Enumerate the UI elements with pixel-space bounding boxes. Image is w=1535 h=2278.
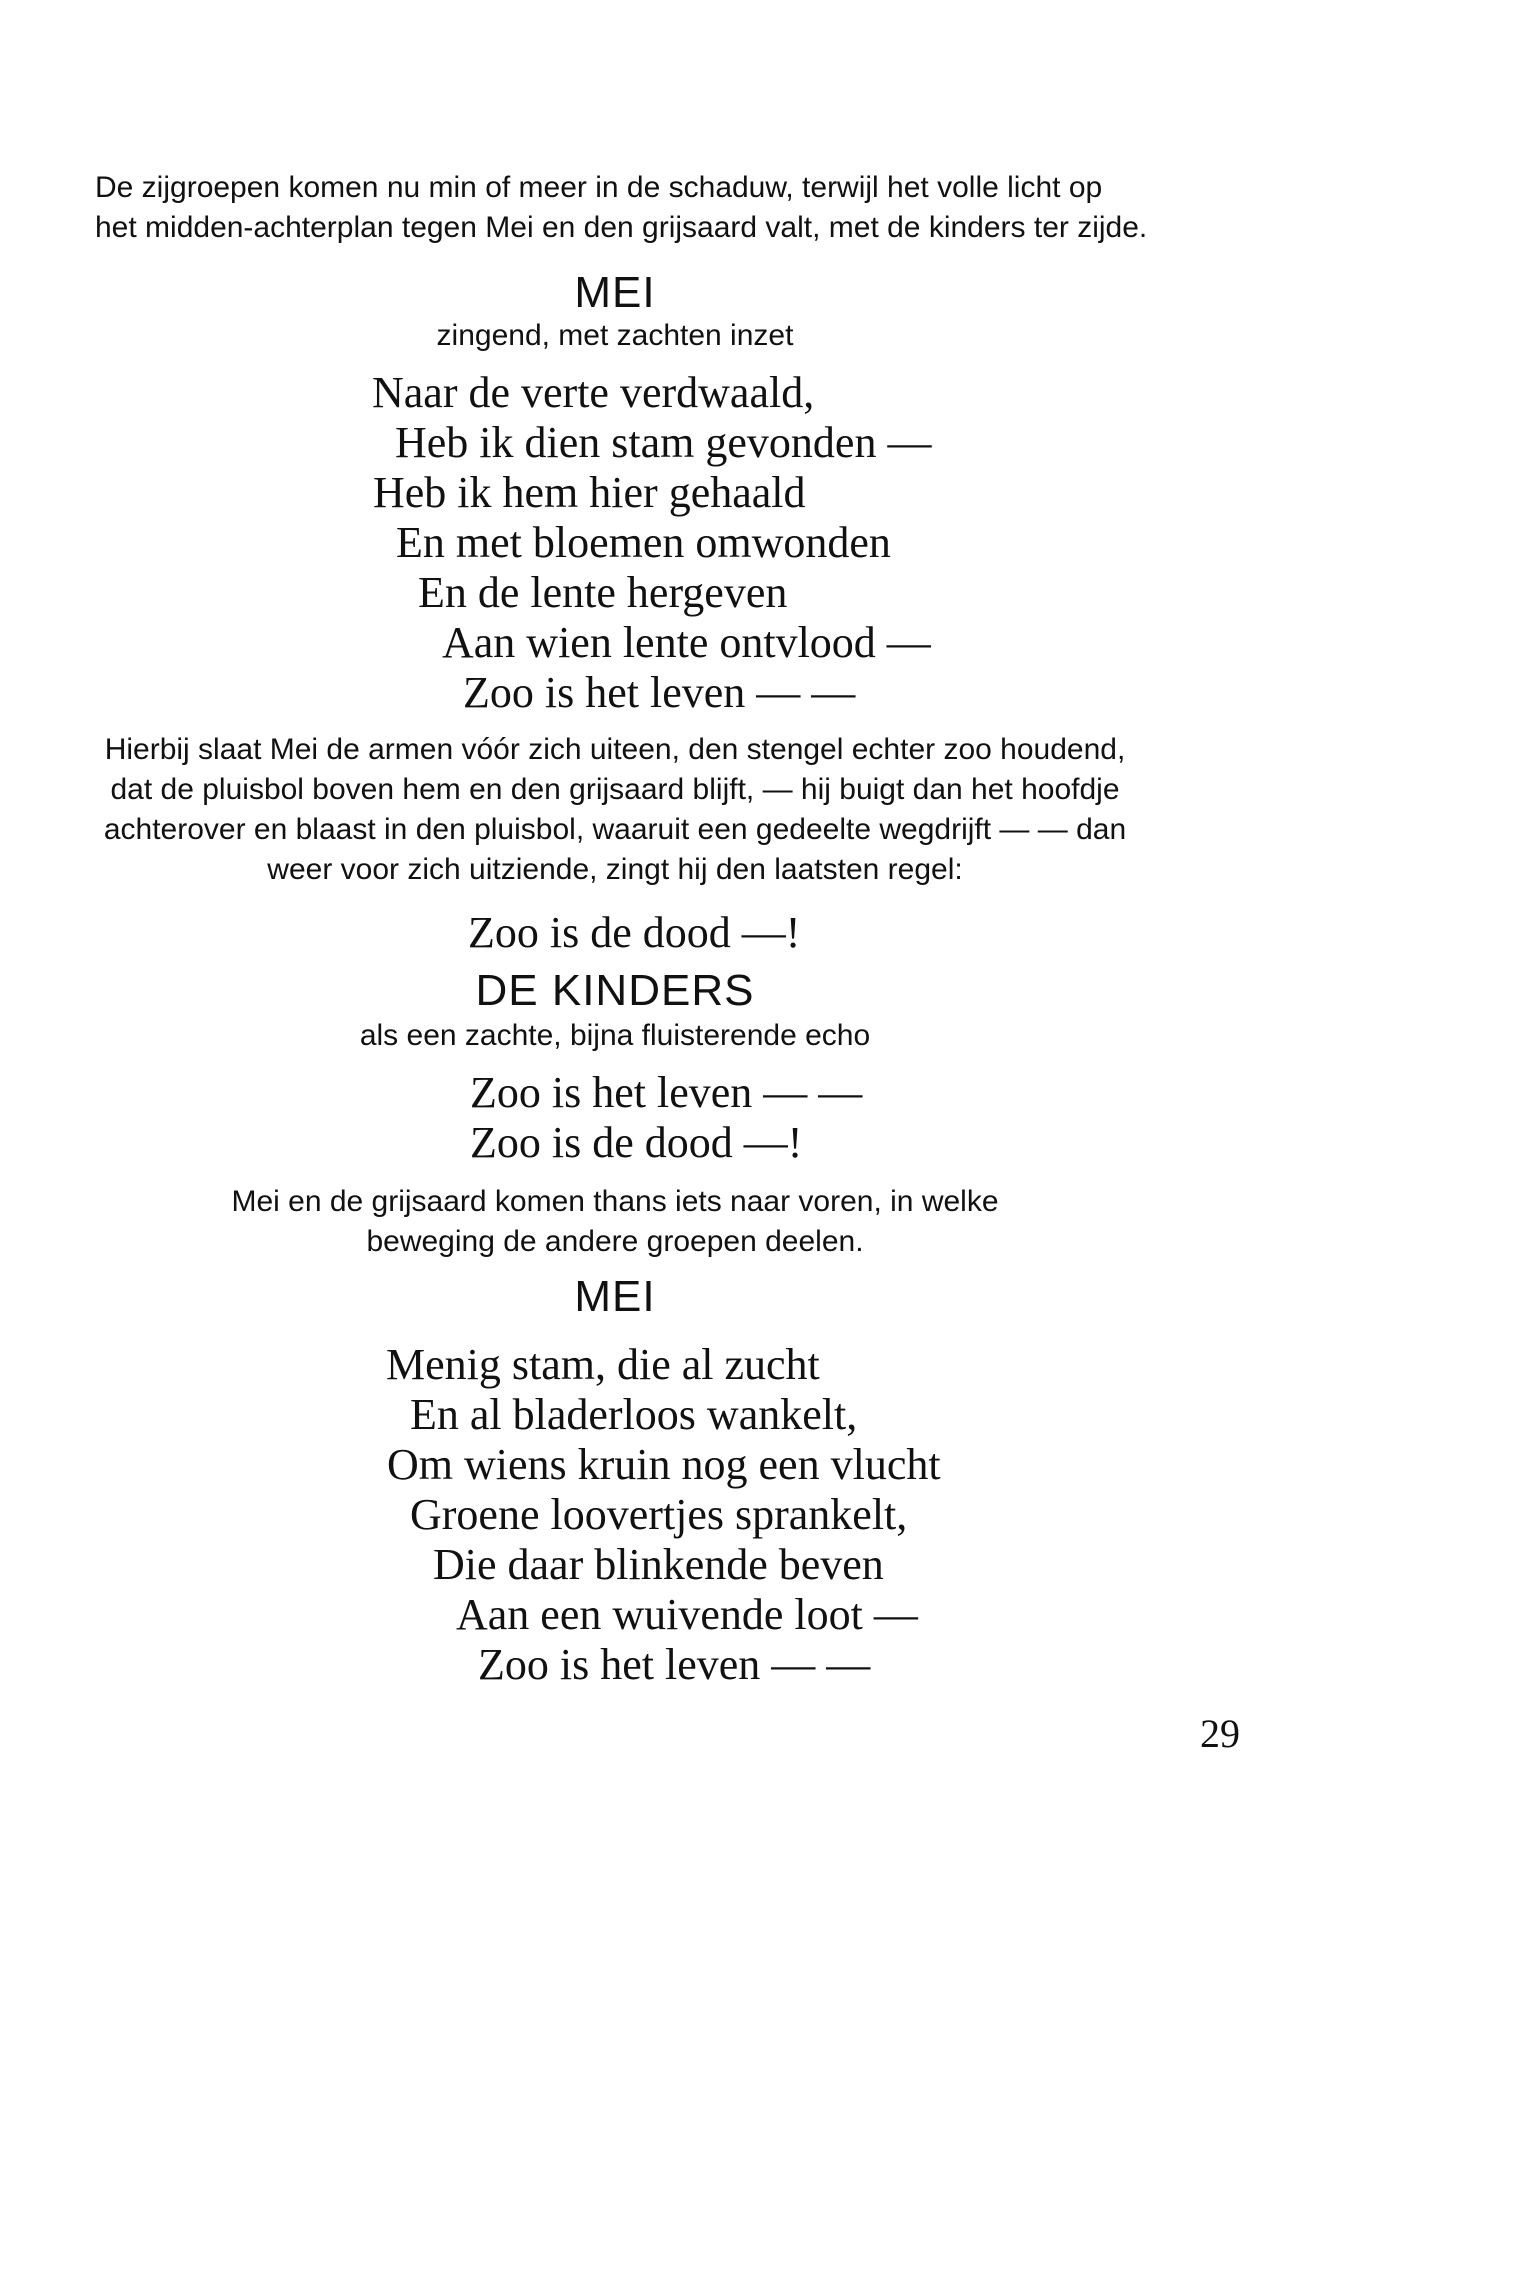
stage-direction-intro [95,168,1147,248]
direction-line: het midden-achterplan tegen Mei en den grijsaard valt, met de kinders ter zijde. [95,211,1148,244]
direction-line: dat de pluisbol boven hem en den grijsaard blijft, — hij buigt dan het hoofdje [110,773,1120,806]
stage-direction-2 [0,730,1230,890]
verse-line: Zoo is het leven — — [463,668,856,717]
page-number: 29 [1200,1711,1240,1756]
direction-line: Mei en de grijsaard komen thans iets naar voren, in welke [231,1185,999,1218]
verse-line: Aan een wuivende loot — [456,1590,918,1639]
stage-direction: als een zachte, bijna fluisterende echo [359,1019,871,1052]
verse-line: Om wiens kruin nog een vlucht [387,1440,941,1489]
verse-line: Zoo is het leven — — [470,1068,863,1117]
verse-line: En de lente hergeven [418,568,788,617]
direction-line: weer voor zich uitziende, zingt hij den laatsten regel: [267,853,963,886]
verse-line: Naar de verte verdwaald, [372,368,815,417]
speaker-name: DE KINDERS [475,966,755,1015]
verse-line: Zoo is de dood —! [470,1118,803,1167]
stage-direction: zingend, met zachten inzet [436,319,794,352]
verse-line: Zoo is het leven — — [478,1640,871,1689]
verse-line: Die daar blinkende beven [433,1540,884,1589]
verse-line: En al bladerloos wankelt, [410,1390,858,1439]
verse-line: Heb ik dien stam gevonden — [395,418,932,467]
verse-line: Aan wien lente ontvlood — [442,618,931,667]
verse-line: Zoo is de dood —! [468,908,801,957]
direction-line: De zijgroepen komen nu min of meer in de schaduw, terwijl het volle licht op [95,171,1103,204]
verse-line: Heb ik hem hier gehaald [373,468,806,517]
speaker-name: MEI [574,268,656,317]
stage-direction-4 [0,1182,1230,1262]
speaker-name: MEI [574,1272,656,1321]
direction-line: beweging de andere groepen deelen. [366,1225,864,1258]
verse-line: Menig stam, die al zucht [386,1340,820,1389]
direction-line: achterover en blaast in den pluisbol, waaruit een gedeelte wegdrijft — — dan [103,813,1127,846]
verse-line: En met bloemen omwonden [396,518,891,567]
direction-line: Hierbij slaat Mei de armen vóór zich uiteen, den stengel echter zoo houdend, [104,733,1126,766]
verse-line: Groene loovertjes sprankelt, [410,1490,908,1539]
